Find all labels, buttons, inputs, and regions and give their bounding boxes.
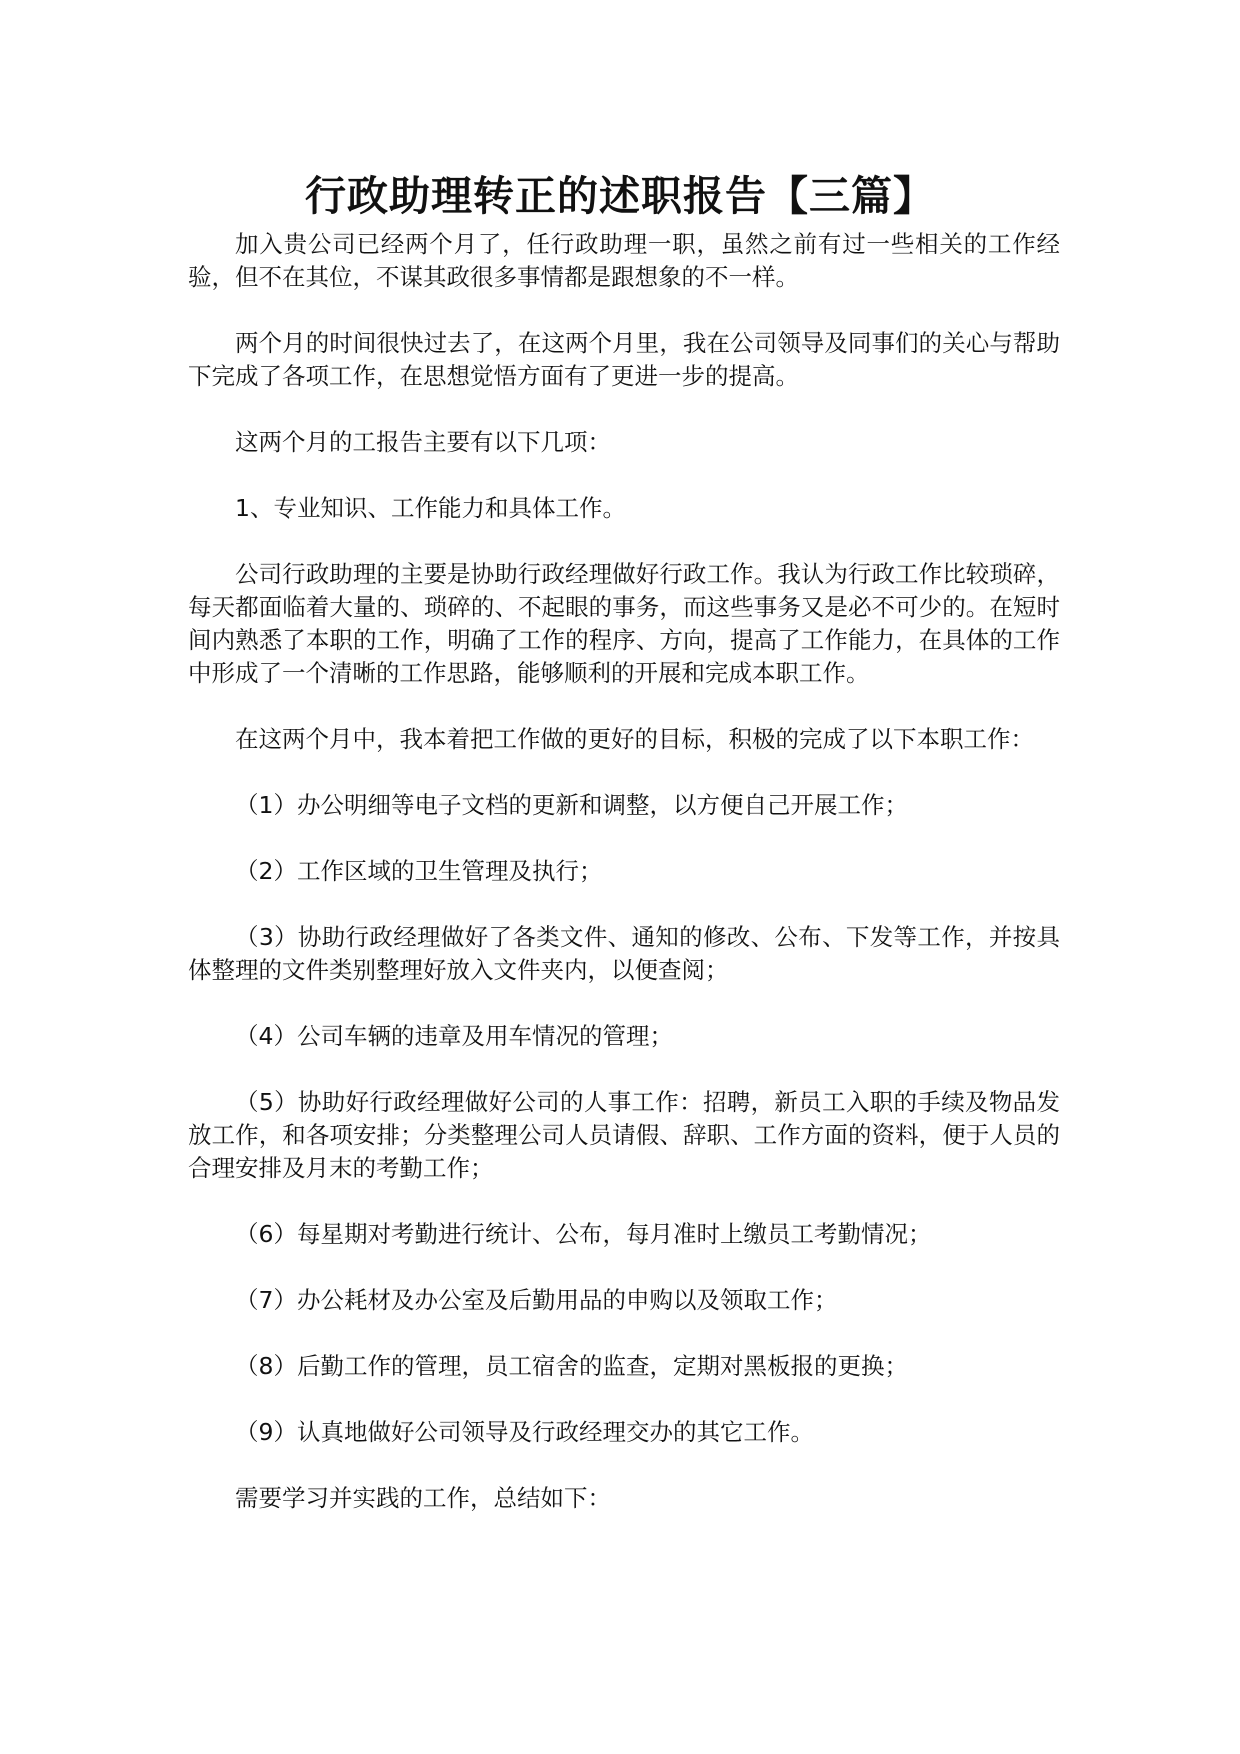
paragraph-report-items: 这两个月的工报告主要有以下几项： — [235, 428, 611, 456]
list-item-duty-3: （3）协助行政经理做好了各类文件、通知的修改、公布、下发等工作，并按具体整理的文件类别整理好放入文件夹内，以便查阅； — [188, 923, 1060, 984]
paragraph-intro: 加入贵公司已经两个月了，任行政助理一职，虽然之前有过一些相关的工作经验，但不在其位，不谋其政很多事情都是跟想象的不一样。 — [188, 230, 1060, 291]
list-item-duty-8: （8）后勤工作的管理，员工宿舍的监查，定期对黑板报的更换； — [235, 1352, 908, 1380]
list-item-duty-6: （6）每星期对考勤进行统计、公布，每月准时上缴员工考勤情况； — [235, 1220, 932, 1248]
document-title: 行政助理转正的述职报告【三篇】 — [305, 172, 935, 220]
paragraph-summary-intro: 需要学习并实践的工作，总结如下： — [235, 1484, 611, 1512]
paragraph-duties-intro: 在这两个月中，我本着把工作做的更好的目标，积极的完成了以下本职工作： — [235, 725, 1034, 753]
list-item-duty-5: （5）协助好行政经理做好公司的人事工作：招聘，新员工入职的手续及物品发放工作，和各项安排；分类整理公司人员请假、辞职、工作方面的资料，便于人员的合理安排及月末的考勤工作； — [188, 1088, 1060, 1182]
paragraph-role-description: 公司行政助理的主要是协助行政经理做好行政工作。我认为行政工作比较琐碎，每天都面临着大量的、琐碎的、不起眼的事务，而这些事务又是必不可少的。在短时间内熟悉了本职的工作，明确了工作的程序、方向，提高了工作能力，在具体的工作中形成了一个清晰的工作思路，能够顺利的开展和完成本职工作。 — [188, 560, 1060, 687]
paragraph-section-1: 1、专业知识、工作能力和具体工作。 — [235, 494, 626, 522]
list-item-duty-2: （2）工作区域的卫生管理及执行； — [235, 857, 603, 885]
list-item-duty-1: （1）办公明细等电子文档的更新和调整，以方便自己开展工作； — [235, 791, 908, 819]
list-item-duty-7: （7）办公耗材及办公室及后勤用品的申购以及领取工作； — [235, 1286, 838, 1314]
list-item-duty-4: （4）公司车辆的违章及用车情况的管理； — [235, 1022, 673, 1050]
document-body — [188, 228, 1060, 1548]
paragraph-two-months: 两个月的时间很快过去了，在这两个月里，我在公司领导及同事们的关心与帮助下完成了各项工作，在思想觉悟方面有了更进一步的提高。 — [188, 329, 1060, 390]
list-item-duty-9: （9）认真地做好公司领导及行政经理交办的其它工作。 — [235, 1418, 814, 1446]
